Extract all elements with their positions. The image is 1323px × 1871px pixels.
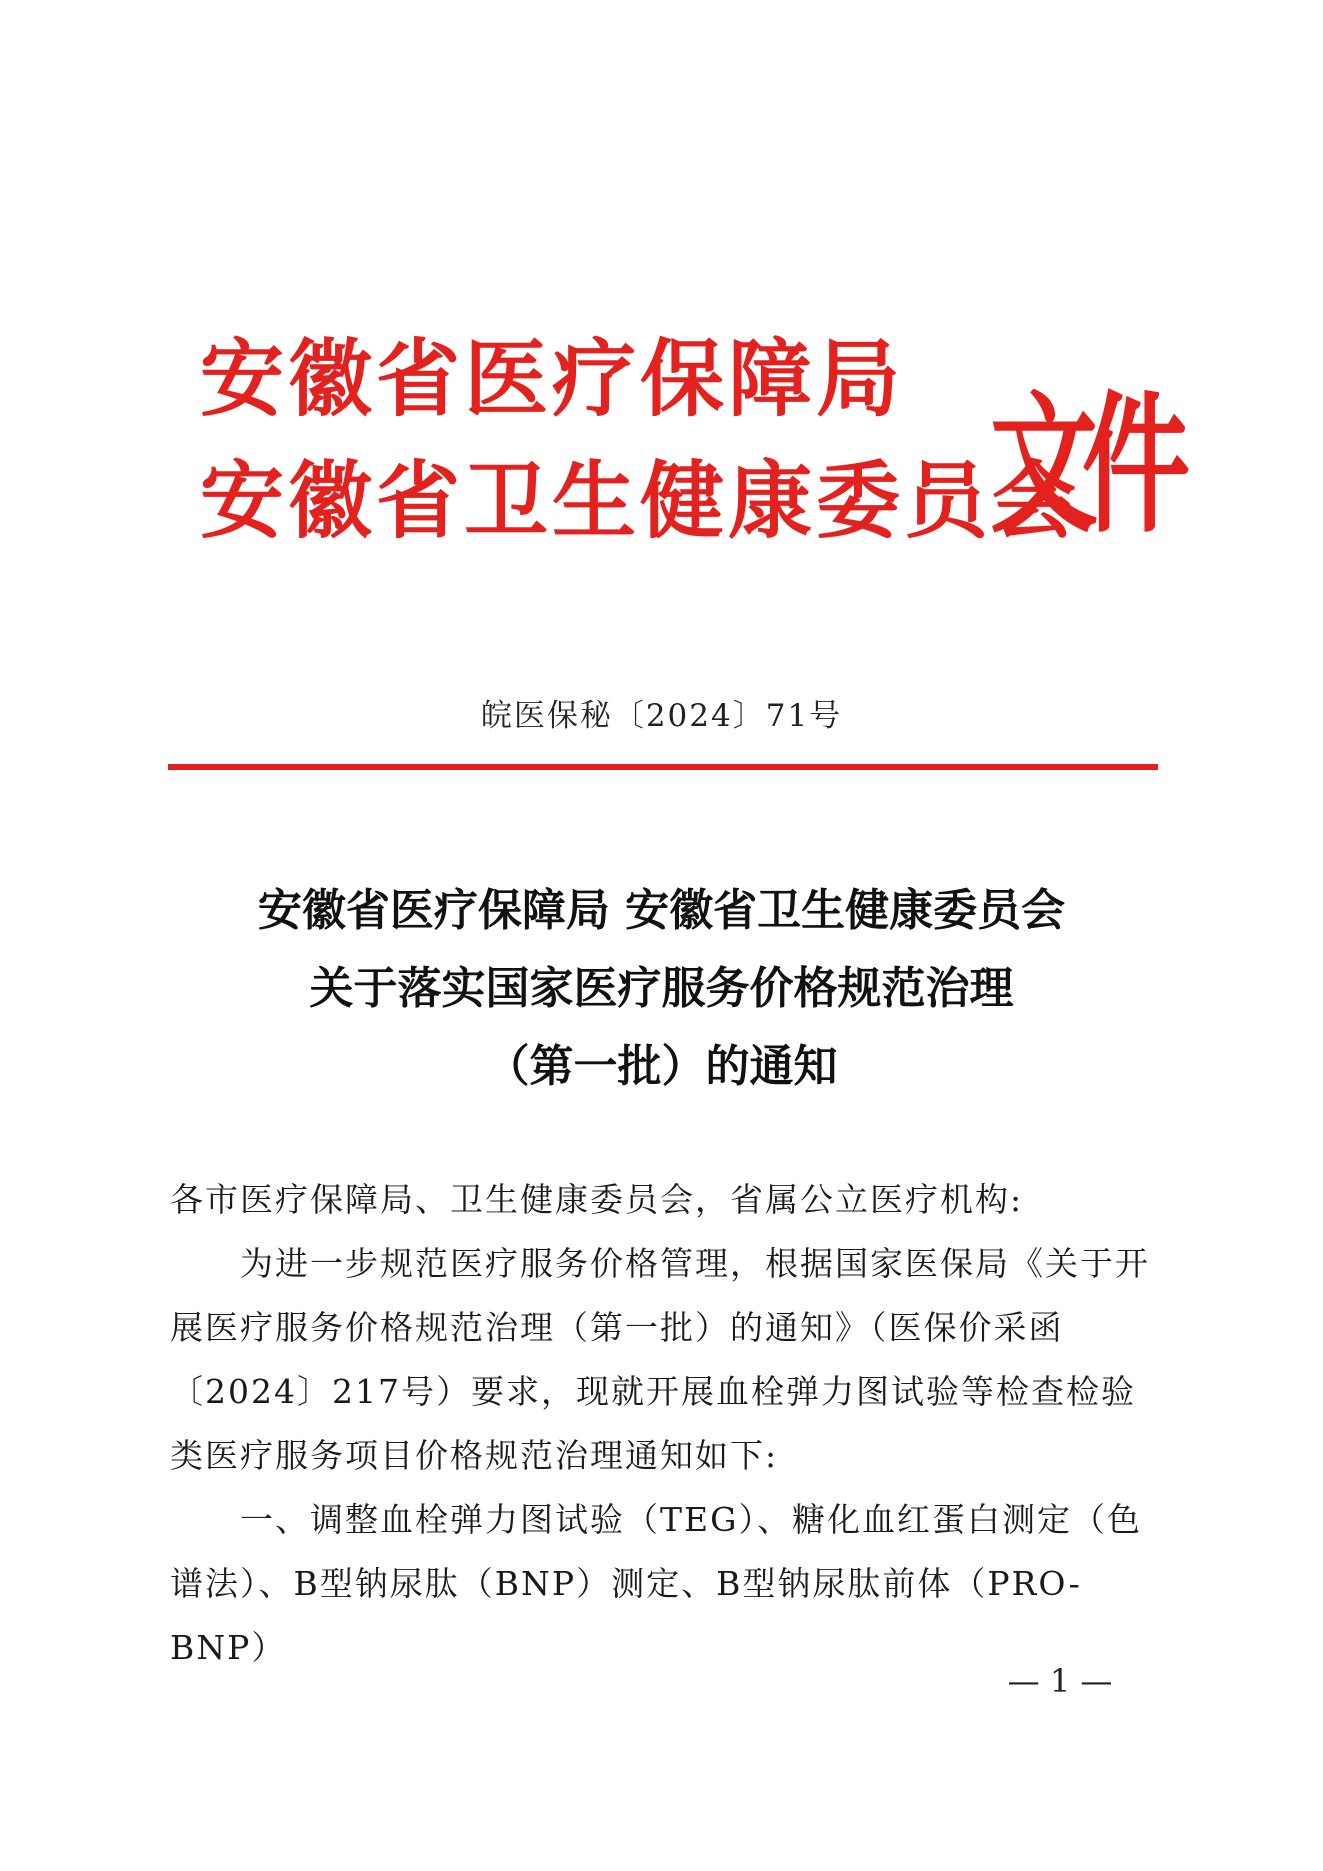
org-name-health-commission: 安徽省卫生健康委员会	[200, 452, 1081, 550]
document-number: 皖医保秘〔2024〕71号	[480, 698, 843, 734]
page-number: — 1 —	[1007, 1662, 1113, 1700]
title-line-1: 安徽省医疗保障局 安徽省卫生健康委员会	[257, 885, 1066, 936]
document-title	[0, 872, 1323, 1106]
red-divider	[168, 764, 1158, 770]
body-paragraph-2: 一、调整血栓弹力图试验（TEG）、糖化血红蛋白测定（色谱法）、B型钠尿肽（BNP）测定、B型钠尿肽前体（PRO-BNP）	[170, 1500, 1142, 1667]
document-body	[170, 1168, 1160, 1680]
salutation: 各市医疗保障局、卫生健康委员会，省属公立医疗机构:	[170, 1180, 1024, 1219]
body-paragraph-1: 为进一步规范医疗服务价格管理，根据国家医保局《关于开展医疗服务价格规范治理（第一批）的通知》（医保价采函〔2024〕217号）要求，现就开展血栓弹力图试验等检查检验类医疗服务项目价格规范治理通知如下:	[170, 1244, 1150, 1475]
org-name-medical-security: 安徽省医疗保障局	[200, 330, 905, 428]
document-type-label: 文件	[990, 379, 1175, 554]
title-line-3: （第一批）的通知	[485, 1041, 838, 1092]
issuing-organizations	[200, 318, 1081, 562]
title-line-2: 关于落实国家医疗服务价格规范治理	[309, 963, 1014, 1014]
